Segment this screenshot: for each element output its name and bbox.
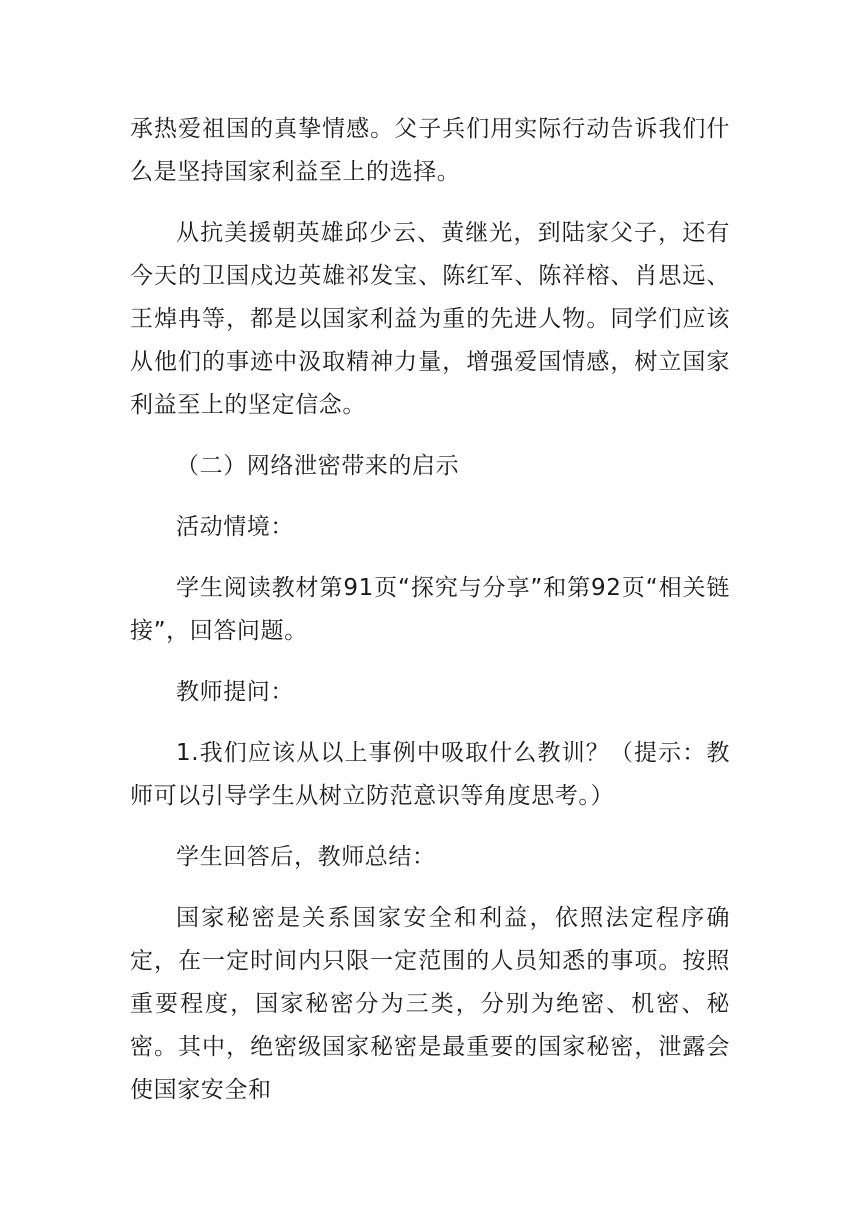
document-page [130,108,730,1112]
teacher-question-label: 教师提问： [176,679,294,705]
paragraph-state-secrets: 国家秘密是关系国家安全和利益，依照法定程序确定，在一定时间内只限一定范围的人员知悉的事项。按照重要程度，国家秘密分为三类，分别为绝密、机密、秘密。其中，绝密级国家秘密是最重要的国家秘密，泄露会使国家安全和 [130,905,730,1103]
paragraph-reading-task: 学生阅读教材第91页“探究与分享”和第92页“相关链接”，回答问题。 [130,575,730,644]
question-item-1: 1.我们应该从以上事例中吸取什么教训？（提示：教师可以引导学生从树立防范意识等角度思考。） [130,740,730,809]
teacher-summary-label: 学生回答后，教师总结： [176,844,436,870]
activity-context-label: 活动情境： [176,514,294,540]
paragraph-continuation: 承热爱祖国的真挚情感。父子兵们用实际行动告诉我们什么是坚持国家利益至上的选择。 [130,116,730,185]
section-heading-network-leak: （二）网络泄密带来的启示 [176,453,460,479]
paragraph-heroes: 从抗美援朝英雄邱少云、黄继光，到陆家父子，还有今天的卫国戍边英雄祁发宝、陈红军、陈祥榕、肖思远、王焯冉等，都是以国家利益为重的先进人物。同学们应该从他们的事迹中汲取精神力量，增强爱国情感，树立国家利益至上的坚定信念。 [130,220,730,418]
